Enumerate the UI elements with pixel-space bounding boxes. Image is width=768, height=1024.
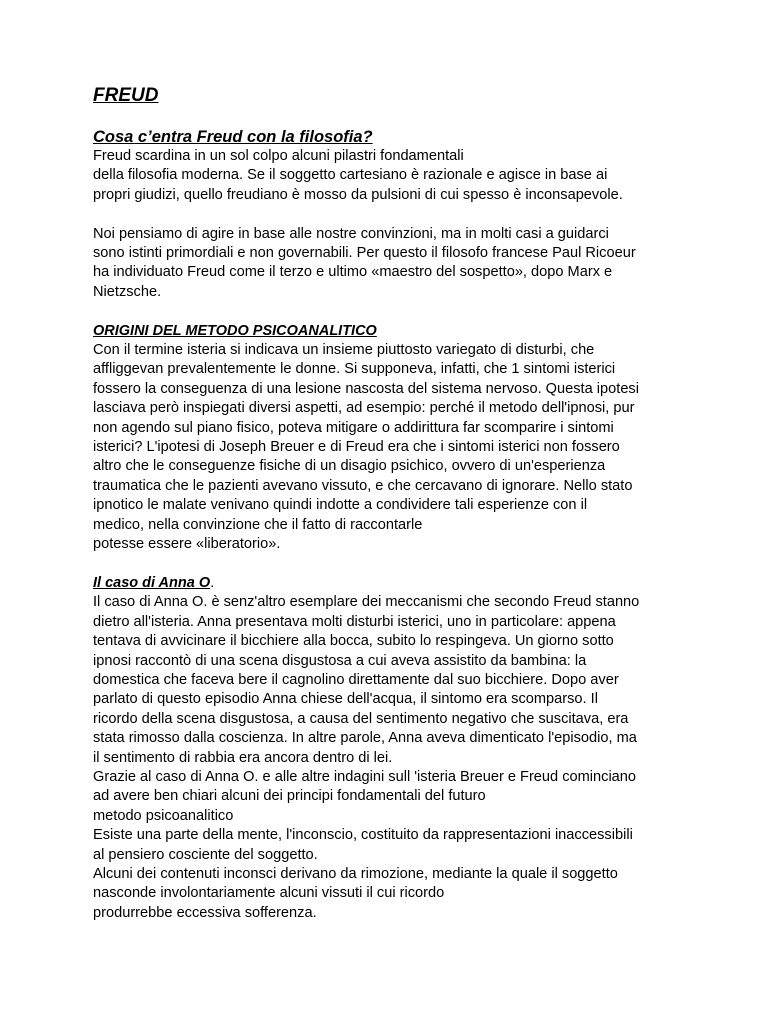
paragraph-line: nasconde involontariamente alcuni vissuti il cui ricordo — [93, 885, 445, 902]
paragraph-line: potesse essere «liberatorio». — [93, 536, 281, 553]
intro-paragraph — [93, 147, 693, 205]
paragraph-line: ricordo della scena disgustosa, a causa del sentimento negativo che suscitava, era — [93, 710, 629, 727]
paragraph-line: Freud scardina in un sol colpo alcuni pilastri fondamentali — [93, 148, 464, 164]
section-heading-origini: ORIGINI DEL METODO PSICOANALITICO — [93, 322, 377, 339]
paragraph-line: affliggevan prevalentemente le donne. Si supponeva, infatti, che 1 sintomi isterici — [93, 361, 616, 378]
paragraph-line: al pensiero cosciente del soggetto. — [93, 846, 318, 863]
paragraph-line: lasciava però inspiegati diversi aspetti, ad esempio: perché il metodo dell'ipnosi, pur — [93, 400, 635, 417]
paragraph-line: isterici? L'ipotesi di Joseph Breuer e di Freud era che i sintomi isterici non fossero — [93, 439, 620, 456]
paragraph-line: Esiste una parte della mente, l'inconscio, costituito da rappresentazioni inaccessibili — [93, 827, 633, 844]
paragraph-spacer — [93, 205, 693, 224]
paragraph-line: sono istinti primordiali e non governabili. Per questo il filosofo francese Paul Ricoeur — [93, 245, 636, 262]
paragraph-line: Con il termine isteria si indicava un insieme piuttosto variegato di disturbi, che — [93, 342, 595, 359]
origini-paragraph — [93, 341, 693, 554]
paragraph-line: non agendo sul piano fisico, poteva mitigare o addirittura far scomparire i sintomi — [93, 419, 614, 436]
paragraph-line: Alcuni dei contenuti inconsci derivano da rimozione, mediante la quale il soggetto — [93, 865, 618, 882]
document-body — [93, 84, 693, 923]
document-subtitle: Cosa c’entra Freud con la filosofia? — [93, 128, 373, 146]
paragraph-line: fossero la conseguenza di una lesione nascosta del sistema nervoso. Questa ipotesi — [93, 380, 639, 397]
paragraph-spacer — [93, 555, 693, 574]
paragraph-line: Nietzsche. — [93, 283, 162, 300]
section-heading-anna-o: Il caso di Anna O — [93, 574, 211, 591]
paragraph-line: ipnotico le malate venivano quindi indotte a condividere tali esperienze con il — [93, 497, 588, 514]
paragraph-line: produrrebbe eccessiva sofferenza. — [93, 904, 317, 921]
paragraph-line: ad avere ben chiari alcuni dei principi fondamentali del futuro — [93, 788, 486, 805]
anna-o-paragraph — [93, 593, 693, 923]
paragraph-line: Grazie al caso di Anna O. e alle altre indagini sull 'isteria Breuer e Freud cominciano — [93, 768, 637, 785]
paragraph-line: stata rimosso dalla coscienza. In altre parole, Anna aveva dimenticato l'episodio, ma — [93, 730, 637, 747]
paragraph-line: traumatica che le pazienti avevano vissuto, e che cercavano di ignorare. Nello stato — [93, 477, 633, 494]
paragraph-line: Il caso di Anna O. è senz'altro esemplare dei meccanismi che secondo Freud stanno — [93, 594, 640, 611]
paragraph-spacer — [93, 302, 693, 321]
paragraph-line: altro che le conseguenze fisiche di un disagio psichico, ovvero di un'esperienza — [93, 458, 606, 475]
section-heading-period: . — [210, 574, 215, 591]
paragraph-line: dietro all'isteria. Anna presentava molti disturbi isterici, uno in particolare: appena — [93, 613, 616, 630]
paragraph-line: ipnosi raccontò di una scena disgustosa a cui aveva assistito da bambina: la — [93, 652, 587, 669]
paragraph-line: domestica che faceva bere il cagnolino direttamente dal suo bicchiere. Dopo aver — [93, 671, 619, 688]
paragraph-line: il sentimento di rabbia era ancora dentro di lei. — [93, 749, 393, 766]
paragraph-line: tentava di avvicinare il bicchiere alla bocca, subito lo respingeva. Un giorno sotto — [93, 633, 614, 650]
sospetto-paragraph — [93, 225, 693, 303]
document-title: FREUD — [93, 85, 159, 106]
paragraph-line: metodo psicoanalitico — [93, 807, 234, 824]
paragraph-line: ha individuato Freud come il terzo e ultimo «maestro del sospetto», dopo Marx e — [93, 264, 613, 281]
paragraph-line: della filosofia moderna. Se il soggetto cartesiano è razionale e agisce in base ai — [93, 167, 608, 184]
paragraph-line: Noi pensiamo di agire in base alle nostre convinzioni, ma in molti casi a guidarci — [93, 225, 609, 242]
paragraph-line: propri giudizi, quello freudiano è mosso da pulsioni di cui spesso è inconsapevole. — [93, 186, 623, 203]
section-heading-anna-o-row — [93, 574, 693, 593]
paragraph-line: parlato di questo episodio Anna chiese dell'acqua, il sintomo era scomparso. Il — [93, 691, 598, 708]
paragraph-line: medico, nella convinzione che il fatto di raccontarle — [93, 516, 423, 533]
